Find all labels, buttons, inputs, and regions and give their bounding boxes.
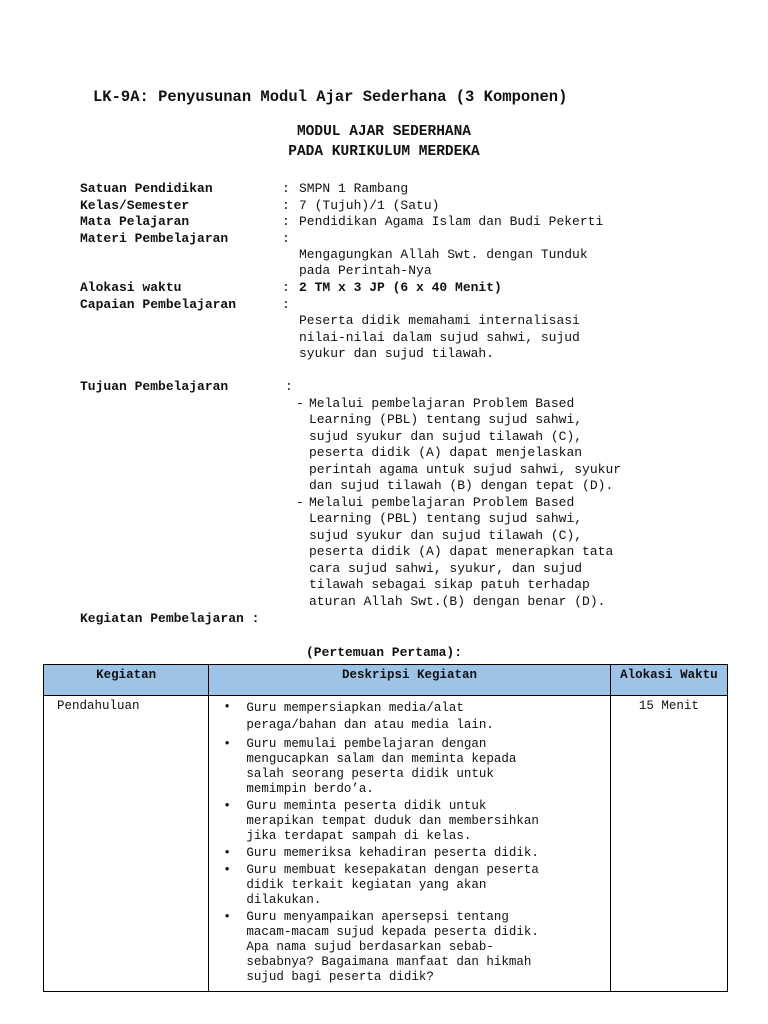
materi-line: Mengagungkan Allah Swt. dengan Tunduk — [299, 247, 588, 262]
tujuan-line: Learning (PBL) tentang sujud sahwi, — [309, 412, 583, 427]
materi-line: pada Perintah-Nya — [299, 263, 432, 278]
module-subtitle: PADA KURIKULUM MERDEKA — [288, 144, 480, 160]
tujuan-line: sujud syukur dan sujud tilawah (C), — [309, 429, 583, 444]
activity-table — [43, 664, 728, 992]
capaian-line: syukur dan sujud tilawah. — [299, 346, 495, 361]
list-item — [221, 700, 601, 734]
bullet-icon: • — [223, 737, 231, 751]
table-header-row — [44, 665, 728, 696]
header-kegiatan: Kegiatan — [44, 665, 209, 696]
capaian-label: Capaian Pembelajaran — [80, 297, 237, 312]
list-item — [221, 910, 601, 985]
bullet-icon: • — [223, 700, 231, 714]
kegiatan-cell: Pendahuluan — [44, 696, 209, 992]
tujuan-line: cara sujud sahwi, syukur, dan sujud — [309, 561, 583, 576]
list-item-text: Guru memulai pembelajaran dengan mengucapkan salam dan meminta kepada salah seorang peserta didik untuk memimpin berdo’a. — [246, 737, 517, 796]
tujuan-line: peserta didik (A) dapat menjelaskan — [309, 445, 583, 460]
alokasi-label: Alokasi waktu — [80, 280, 182, 295]
satuan-value: SMPN 1 Rambang — [299, 181, 409, 196]
colon: : — [282, 297, 290, 312]
tujuan-line: Melalui pembelajaran Problem Based — [309, 396, 575, 411]
activity-list — [221, 700, 601, 985]
list-item — [221, 799, 601, 844]
colon: : — [282, 181, 290, 196]
tujuan-label: Tujuan Pembelajaran — [80, 379, 229, 394]
satuan-label: Satuan Pendidikan — [80, 181, 213, 196]
tujuan-line: tilawah sebagai sikap patuh terhadap — [309, 577, 590, 592]
list-item-text: Guru mempersiapkan media/alat peraga/bahan dan atau media lain. — [246, 701, 494, 732]
mapel-value: Pendidikan Agama Islam dan Budi Pekerti — [299, 214, 604, 229]
colon: : — [282, 280, 290, 295]
list-item-text: Guru menyampaikan apersepsi tentang macam-macam sujud kepada peserta didik. Apa nama sujud berdasarkan sebab- sebabnya? Bagaimana manfaat dan hikmah sujud bagi peserta didik? — [246, 910, 539, 984]
list-item — [221, 737, 601, 797]
alokasi-cell: 15 Menit — [610, 696, 727, 992]
module-title: MODUL AJAR SEDERHANA — [296, 124, 472, 140]
table-row — [44, 696, 728, 992]
pertemuan-heading: (Pertemuan Pertama): — [305, 645, 463, 660]
kelas-label: Kelas/Semester — [80, 198, 190, 213]
capaian-line: Peserta didik memahami internalisasi — [299, 313, 580, 328]
list-item-text: Guru memeriksa kehadiran peserta didik. — [246, 846, 539, 860]
tujuan-line: perintah agama untuk sujud sahwi, syukur — [309, 462, 622, 477]
bullet-icon: • — [223, 910, 231, 924]
list-item — [221, 846, 601, 861]
tujuan-line: sujud syukur dan sujud tilawah (C), — [309, 528, 583, 543]
dash-marker: - — [296, 495, 304, 510]
tujuan-line: aturan Allah Swt.(B) dengan benar (D). — [309, 594, 606, 609]
worksheet-title: LK-9A: Penyusunan Modul Ajar Sederhana (3 Komponen) — [93, 88, 568, 106]
colon: : — [282, 198, 290, 213]
bullet-icon: • — [223, 846, 231, 860]
tujuan-line: peserta didik (A) dapat menerapkan tata — [309, 544, 614, 559]
materi-label: Materi Pembelajaran — [80, 231, 229, 246]
tujuan-line: Melalui pembelajaran Problem Based — [309, 495, 575, 510]
list-item — [221, 863, 601, 908]
colon: : — [282, 231, 290, 246]
tujuan-line: dan sujud tilawah (B) dengan tepat (D). — [309, 478, 614, 493]
colon: : — [285, 379, 293, 394]
bullet-icon: • — [223, 799, 231, 813]
colon: : — [282, 214, 290, 229]
header-deskripsi: Deskripsi Kegiatan — [209, 665, 610, 696]
bullet-icon: • — [223, 863, 231, 877]
kelas-value: 7 (Tujuh)/1 (Satu) — [299, 198, 440, 213]
list-item-text: Guru membuat kesepakatan dengan peserta didik terkait kegiatan yang akan dilakukan. — [246, 863, 539, 907]
alokasi-value: 2 TM x 3 JP (6 x 40 Menit) — [299, 280, 502, 295]
tujuan-line: Learning (PBL) tentang sujud sahwi, — [309, 511, 583, 526]
deskripsi-cell — [209, 696, 610, 992]
kegiatan-label: Kegiatan Pembelajaran : — [80, 611, 260, 626]
dash-marker: - — [296, 396, 304, 411]
list-item-text: Guru meminta peserta didik untuk merapikan tempat duduk dan membersihkan jika terdapat sampah di kelas. — [246, 799, 539, 843]
mapel-label: Mata Pelajaran — [80, 214, 190, 229]
header-alokasi: Alokasi Waktu — [610, 665, 727, 696]
capaian-line: nilai-nilai dalam sujud sahwi, sujud — [299, 330, 580, 345]
